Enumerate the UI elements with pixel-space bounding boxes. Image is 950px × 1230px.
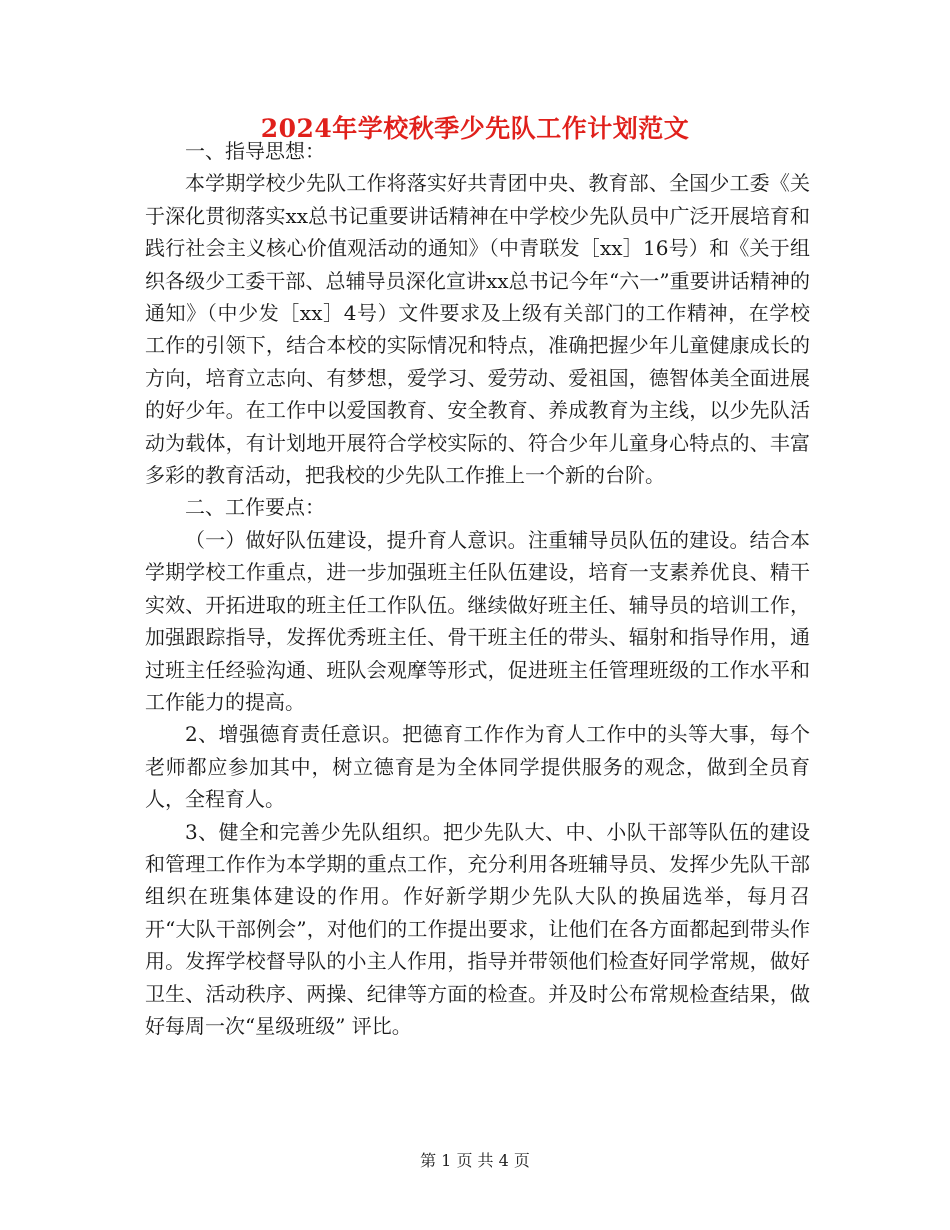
- paragraph-moral-responsibility: 2、增强德育责任意识。把德育工作作为育人工作中的头等大事，每个老师都应参加其中，树立德育是为全体同学提供服务的观念，做到全员育人，全程育人。: [145, 722, 810, 812]
- page-number-footer: 第 1 页 共 4 页: [420, 1151, 530, 1170]
- document-title: 2024年学校秋季少先队工作计划范文: [260, 114, 690, 143]
- paragraph-team-building: （一）做好队伍建设，提升育人意识。注重辅导员队伍的建设。结合本学期学校工作重点，进一步加强班主任队伍建设，培育一支素养优良、精干实效、开拓进取的班主任工作队伍。继续做好班主任、辅导员的培训工作，加强跟踪指导，发挥优秀班主任、骨干班主任的带头、辐射和指导作用，通过班主任经验沟通、班队会观摩等形式，促进班主任管理班级的工作水平和工作能力的提高。: [145, 527, 810, 714]
- paragraph-pioneer-organization: 3、健全和完善少先队组织。把少先队大、中、小队干部等队伍的建设和管理工作作为本学期的重点工作，充分利用各班辅导员、发挥少先队干部组织在班集体建设的作用。作好新学期少先队大队的换届选举，每月召开“大队干部例会”，对他们的工作提出要求，让他们在各方面都起到带头作用。发挥学校督导队的小主人作用，指导并带领他们检查好同学常规，做好卫生、活动秩序、两操、纪律等方面的检查。并及时公布常规检查结果，做好每周一次“星级班级” 评比。: [145, 819, 810, 1038]
- section-heading-guiding-ideology: 一、指导思想：: [185, 139, 325, 163]
- section-heading-work-points: 二、工作要点：: [185, 495, 325, 520]
- document-body: [145, 135, 810, 1042]
- paragraph-guiding-ideology: 本学期学校少先队工作将落实好共青团中央、教育部、全国少工委《关于深化贯彻落实xx总书记重要讲话精神在中学校少先队员中广泛开展培育和践行社会主义核心价值观活动的通知》（中青联发［xx］16号）和《关于组织各级少工委干部、总辅导员深化宣讲xx总书记今年“六一”重要讲话精神的通知》（中少发［xx］4号）文件要求及上级有关部门的工作精神，在学校工作的引领下，结合本校的实际情况和特点，准确把握少年儿童健康成长的方向，培育立志向、有梦想，爱学习、爱劳动、爱祖国，德智体美全面进展的好少年。在工作中以爱国教育、安全教育、养成教育为主线，以少先队活动为载体，有计划地开展符合学校实际的、符合少年儿童身心特点的、丰富多彩的教育活动，把我校的少先队工作推上一个新的台阶。: [145, 171, 810, 488]
